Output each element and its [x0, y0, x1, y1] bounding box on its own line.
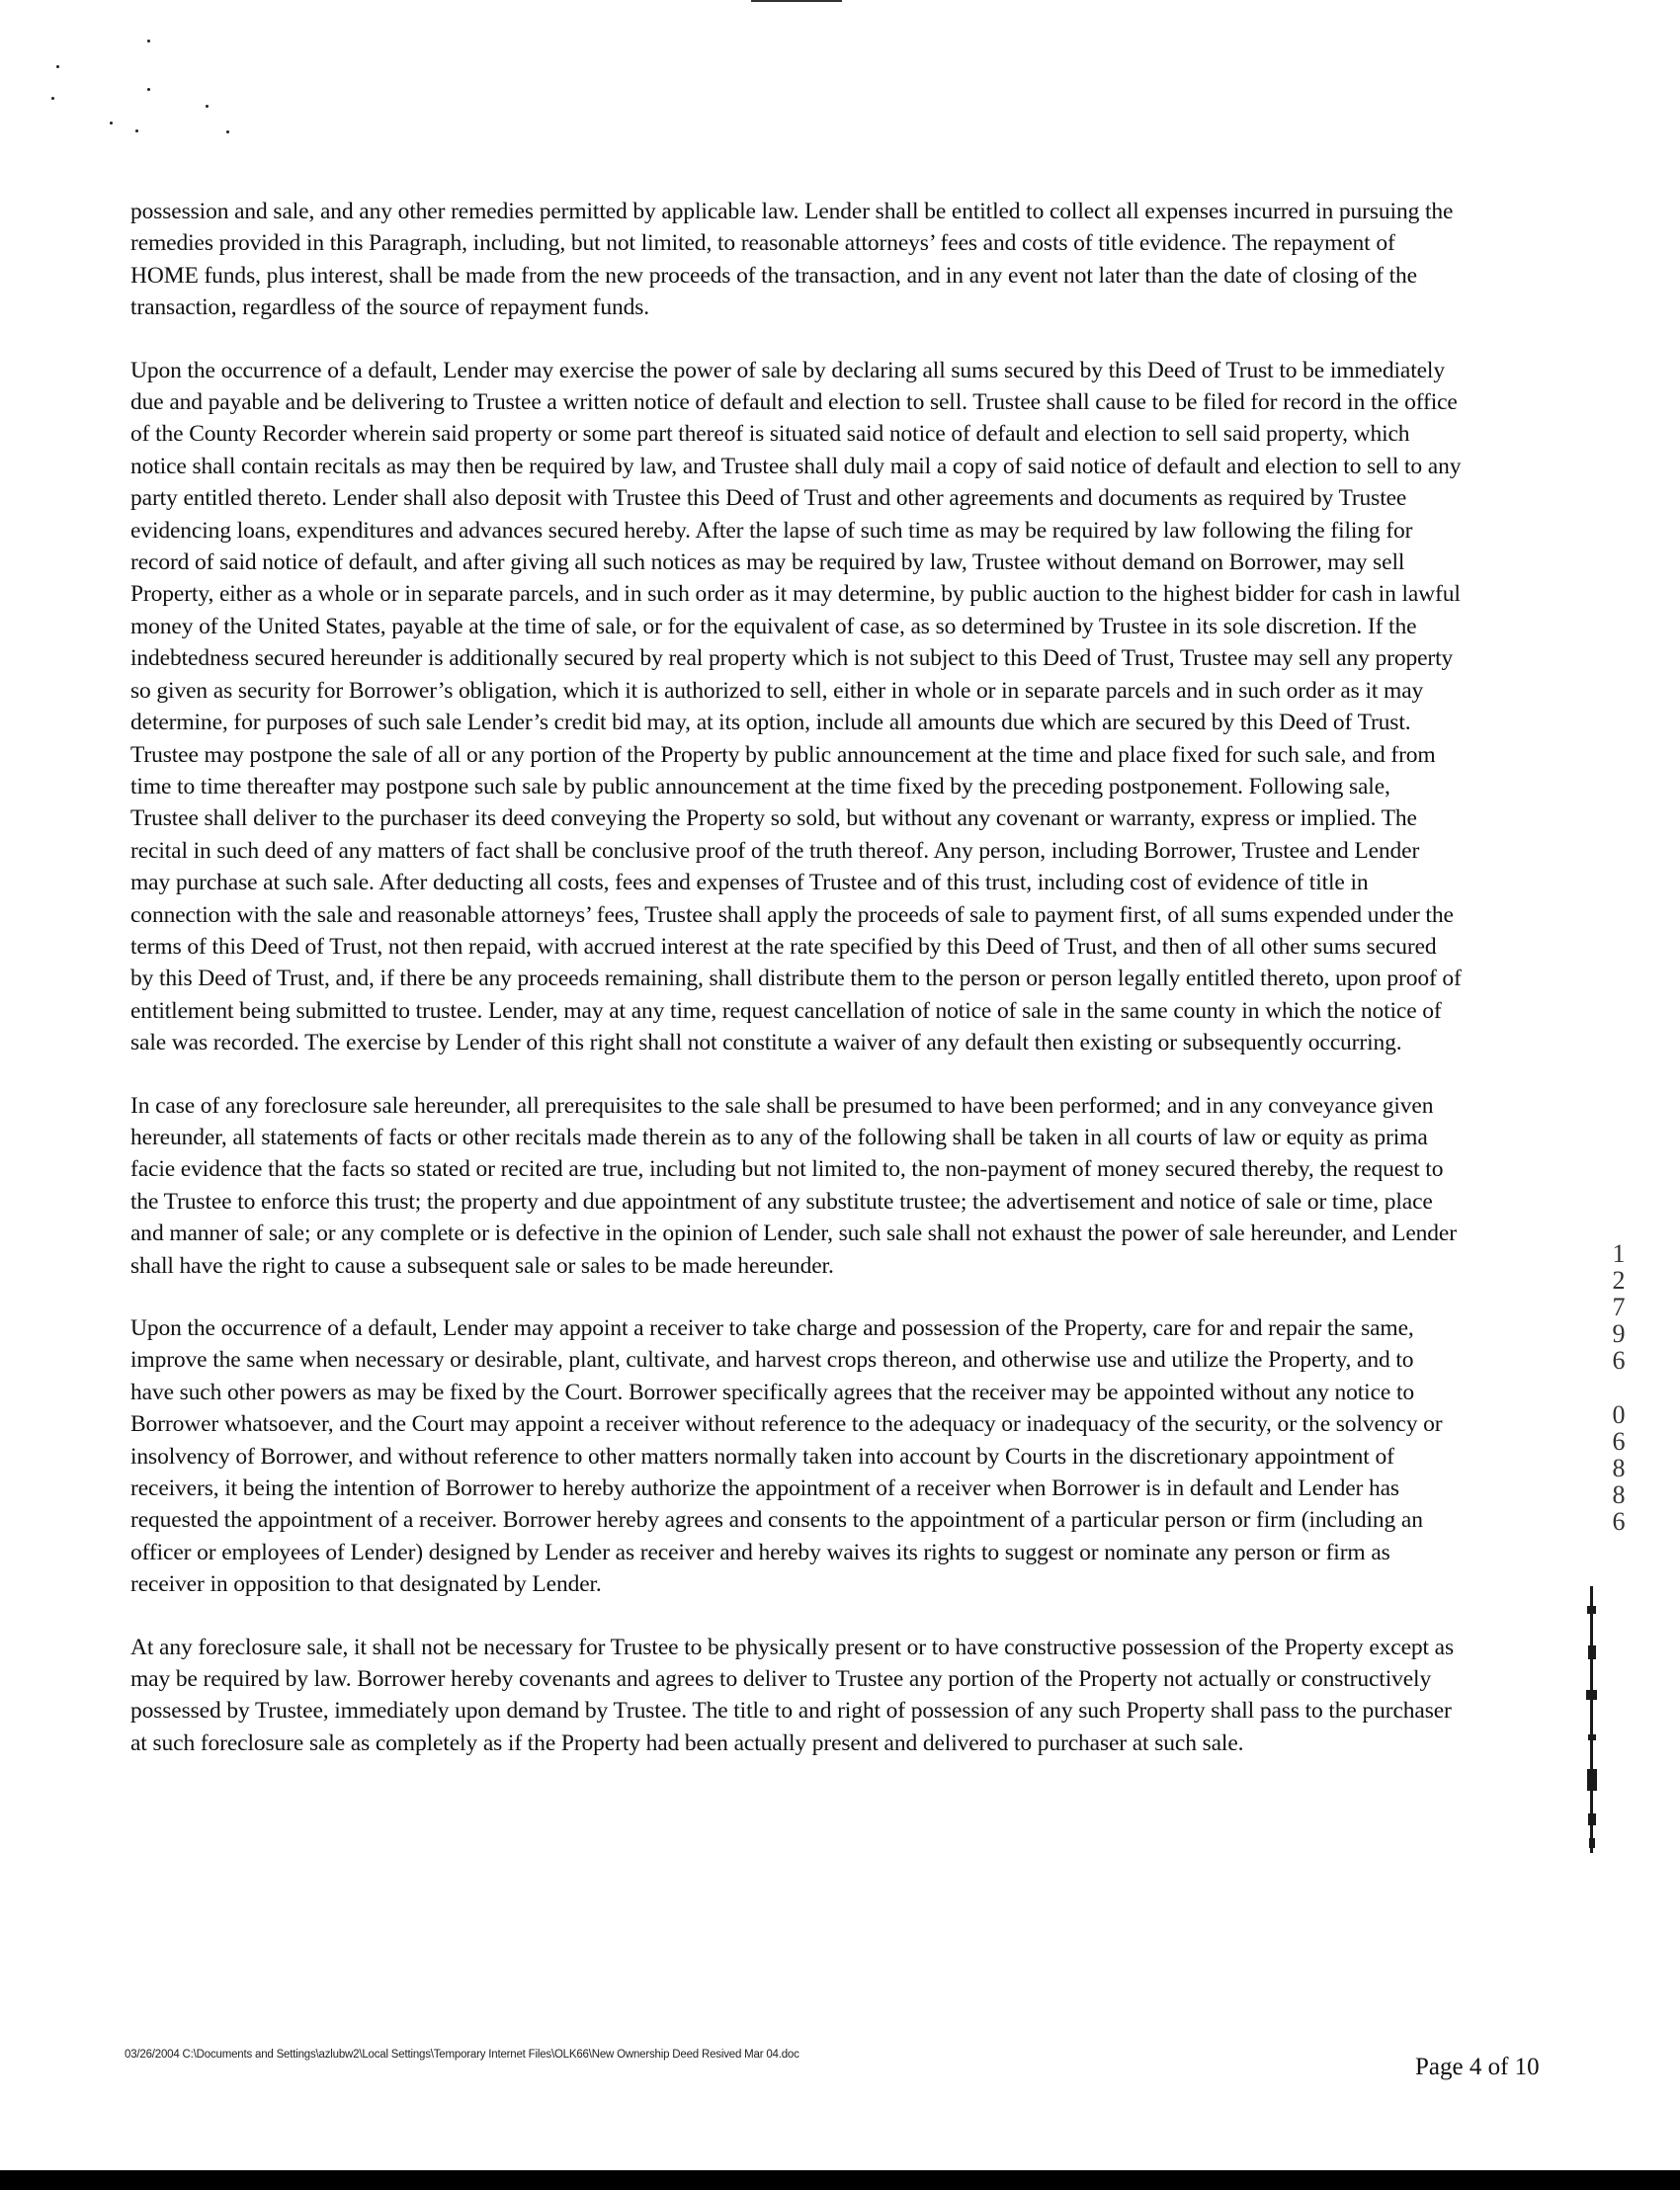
paragraph-power-of-sale: Upon the occurrence of a default, Lender may exercise the power of sale by declaring all sums secured by this Deed of Trust to be immediately due and payable and be delivering to Trustee a written notice of default and election to sell. Trustee shall cause to be filed for record in the office of the County Recorder wherein said property or some part thereof is situated said notice of default and election to sell said property, which notice shall contain recitals as may then be required by law, and Trustee shall duly mail a copy of said notice of default and election to sell to any party entitled thereto. Lender shall also deposit with Trustee this Deed of Trust and other agreements and documents as required by Trustee evidencing loans, expenditures and advances secured hereby. After the lapse of such time as may be required by law following the filing for record of said notice of default, and after giving all such notices as may be required by law, Trustee without demand on Borrower, may sell Property, either as a whole or in separate parcels, and in such order as it may determine, by public auction to the highest bidder for cash in lawful money of the United States, payable at the time of sale, or for the equivalent of case, as so determined by Trustee in its sole discretion. If the indebtedness secured hereunder is additionally secured by real property which is not subject to this Deed of Trust, Trustee may sell any property so given as security for Borrower’s obligation, which it is authorized to sell, either in whole or in separate parcels and in such order as it may determine, for purposes of such sale Lender’s credit bid may, at its option, include all amounts due which are secured by this Deed of Trust. Trustee may postpone the sale of all or any portion of the Property by public announcement at the time and place fixed for such sale, and from time to time thereafter may postpone such sale by public announcement at the time fixed by the preceding postponement. Following sale, Trustee shall deliver to the purchaser its deed conveying the Property so sold, but without any covenant or warranty, express or implied. The recital in such deed of any matters of fact shall be conclusive proof of the truth thereof. Any person, including Borrower, Trustee and Lender may purchase at such sale. After deducting all costs, fees and expenses of Trustee and of this trust, including cost of evidence of title in connection with the sale and reasonable attorneys’ fees, Trustee shall apply the proceeds of sale to payment first, of all sums expended under the terms of this Deed of Trust, not then repaid, with accrued interest at the rate specified by this Deed of Trust, and then of all other sums secured by this Deed of Trust, and, if there be any proceeds remaining, shall distribute them to the person or person legally entitled thereto, upon proof of entitlement being submitted to trustee. Lender, may at any time, request cancellation of notice of sale in the same county in which the notice of sale was recorded. The exercise by Lender of this right shall not constitute a waiver of any default then existing or subsequently occurring. — [130, 357, 1462, 1056]
recording-digit: 6 — [1612, 1507, 1626, 1536]
scan-speck — [135, 129, 138, 132]
top-edge-rule — [751, 0, 842, 2]
recording-digit: 1 — [1612, 1239, 1626, 1268]
page-number: Page 4 of 10 — [1415, 2054, 1540, 2080]
scan-speck — [110, 122, 113, 125]
recording-digit: 0 — [1612, 1400, 1626, 1429]
footer-file-path: 03/26/2004 C:\Documents and Settings\azlubw2\Local Settings\Temporary Internet Files\OLK66\New Ownership Deed Resived Mar 04.doc — [125, 2049, 799, 2061]
recording-digit: 6 — [1612, 1346, 1626, 1375]
recording-number-gap — [1607, 1374, 1631, 1401]
document-body — [130, 196, 1463, 1790]
scanner-stamp-mark — [1585, 1586, 1599, 1853]
recording-digit: 2 — [1612, 1266, 1626, 1295]
scan-speck — [147, 40, 150, 42]
recording-digit: 9 — [1612, 1319, 1626, 1348]
paragraph-trustee-presence: At any foreclosure sale, it shall not be necessary for Trustee to be physically present or to have constructive possession of the Property except as may be required by law. Borrower hereby covenants and agrees to deliver to Trustee any portion of the Property not actually or constructively possessed by Trustee, immediately upon demand by Trustee. The title to and right of possession of any such Property shall pass to the purchaser at such foreclosure sale as completely as if the Property had been actually present and delivered to purchaser at such sale. — [130, 1634, 1455, 1756]
recording-digit: 7 — [1612, 1293, 1626, 1321]
paragraph-foreclosure-prerequisites: In case of any foreclosure sale hereunder, all prerequisites to the sale shall be presumed to have been performed; and in any conveyance given hereunder, all statements of facts or other recitals made therein as to any of the following shall be taken in all courts of law or equity as prima facie evidence that the facts so stated or recited are true, including but not limited to, the non-payment of money secured thereby, the request to the Trustee to enforce this trust; the property and due appointment of any substitute trustee; the advertisement and notice of sale or time, place and manner of sale; or any complete or is defective in the opinion of Lender, such sale shall not exhaust the power of sale hereunder, and Lender shall have the right to cause a subsequent sale or sales to be made hereunder. — [130, 1092, 1457, 1279]
scan-speck — [51, 97, 54, 100]
scan-speck — [147, 88, 150, 91]
scan-speck — [56, 65, 59, 68]
margin-recording-number — [1607, 1240, 1631, 1535]
scan-speck — [206, 105, 209, 108]
scan-bottom-edge — [0, 2170, 1680, 2190]
paragraph-receiver-appointment: Upon the occurrence of a default, Lender may appoint a receiver to take charge and possession of the Property, care for and repair the same, improve the same when necessary or desirable, plant, cultivate, and harvest crops thereon, and otherwise use and utilize the Property, and to have such other powers as may be fixed by the Court. Borrower specifically agrees that the receiver may be appointed without any notice to Borrower whatsoever, and the Court may appoint a receiver without reference to the adequacy or inadequacy of the security, or the solvency or insolvency of Borrower, and without reference to other matters normally taken into account by Courts in the discretionary appointment of receivers, it being the intention of Borrower to hereby authorize the appointment of a receiver when Borrower is in default and Lender has requested the appointment of a receiver. Borrower hereby agrees and consents to the appointment of a particular person or firm (including an officer or employees of Lender) designed by Lender as receiver and hereby waives its rights to suggest or nominate any person or firm as receiver in opposition to that designated by Lender. — [130, 1315, 1443, 1598]
scan-speck — [226, 130, 229, 133]
recording-digit: 8 — [1612, 1454, 1626, 1482]
recording-digit: 8 — [1612, 1480, 1626, 1509]
paragraph-remedies-continued: possession and sale, and any other remedies permitted by applicable law. Lender shall be entitled to collect all expenses incurred in pursuing the remedies provided in this Paragraph, including, but not limited, to reasonable attorneys’ fees and costs of title evidence. The repayment of HOME funds, plus interest, shall be made from the new proceeds of the transaction, and in any event not later than the date of closing of the transaction, regardless of the source of repayment funds. — [130, 199, 1454, 321]
recording-digit: 6 — [1612, 1427, 1626, 1456]
